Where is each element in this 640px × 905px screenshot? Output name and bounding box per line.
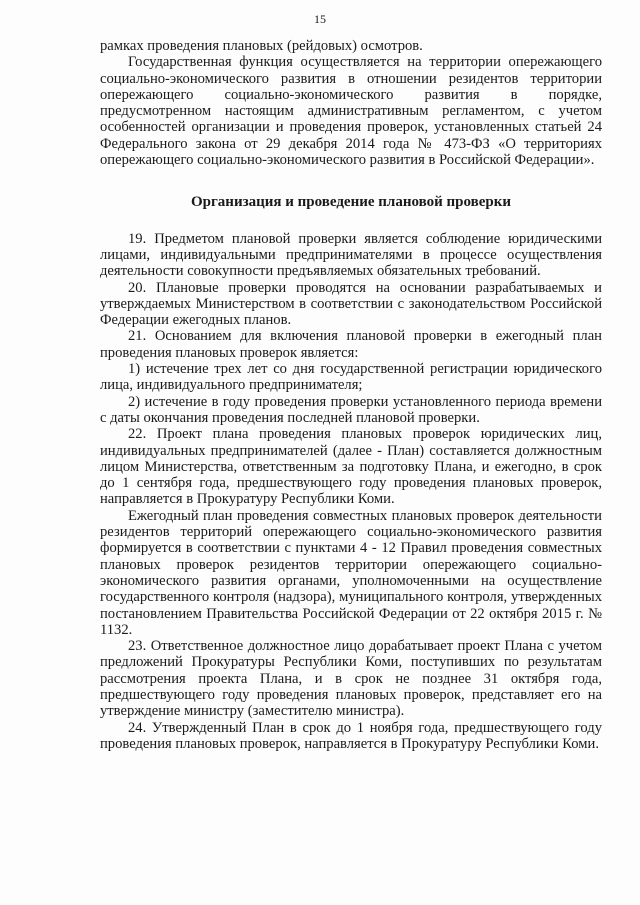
paragraph-22: 22. Проект плана проведения плановых проверок юридических лиц, индивидуальных предпринимателей (далее - План) составляется должностным лицом Министерства, ответственным за подготовку Плана, и ежегодно, в срок до 1 сентября года, предшествующего году проведения плановых проверок, направляется в Прокуратуру Республики Коми. xyxy=(100,426,602,508)
paragraph-24: 24. Утвержденный План в срок до 1 ноября года, предшествующего году проведения плановых проверок, направляется в Прокуратуру Республики Коми. xyxy=(100,719,602,752)
paragraph-21: 21. Основанием для включения плановой проверки в ежегодный план проведения плановых проверок является: xyxy=(100,328,602,361)
document-body xyxy=(100,38,602,752)
paragraph-20: 20. Плановые проверки проводятся на основании разрабатываемых и утверждаемых Министерством в соответствии с законодательством Российской Федерации ежегодных планов. xyxy=(100,279,602,329)
paragraph-state-function: Государственная функция осуществляется на территории опережающего социально-экономического развития в отношении резидентов территории опережающего социально-экономического развития в порядке, предусмотренном настоящим административным регламентом, с учетом особенностей организации и проведения проверок, установленных статьей 24 Федерального закона от 29 декабря 2014 года № 473-ФЗ «О территориях опережающего социально-экономического развития в Российской Федерации». xyxy=(100,54,602,169)
paragraph-19: 19. Предметом плановой проверки является соблюдение юридическими лицами, индивидуальными предпринимателями в процессе осуществления деятельности совокупности предъявляемых обязательных требований. xyxy=(100,230,602,280)
paragraph-continuation: рамках проведения плановых (рейдовых) осмотров. xyxy=(100,38,423,54)
section-heading: Организация и проведение плановой проверки xyxy=(190,194,511,211)
paragraph-23: 23. Ответственное должностное лицо дорабатывает проект Плана с учетом предложений Прокуратуры Республики Коми, поступивших по результатам рассмотрения проекта Плана, и в срок не позднее 31 октября года, предшествующего году проведения плановых проверок, представляет его на утверждение министру (заместителю министра). xyxy=(100,638,602,720)
paragraph-21-item-2: 2) истечение в году проведения проверки установленного периода времени с даты окончания проведения последней плановой проверки. xyxy=(100,393,602,426)
paragraph-22-joint-plan: Ежегодный план проведения совместных плановых проверок деятельности резидентов территорий опережающего социально-экономического развития формируется в соответствии с пунктами 4 - 12 Правил проведения совместных плановых проверок резидентов территории опережающего социально-экономического развития органами, уполномоченными на осуществление государственного контроля (надзора), муниципального контроля, утвержденных постановлением Правительства Российской Федерации от 22 октября 2015 г. № 1132. xyxy=(100,507,602,638)
page-number: 15 xyxy=(314,12,326,26)
paragraph-21-item-1: 1) истечение трех лет со дня государственной регистрации юридического лица, индивидуального предпринимателя; xyxy=(100,361,602,394)
